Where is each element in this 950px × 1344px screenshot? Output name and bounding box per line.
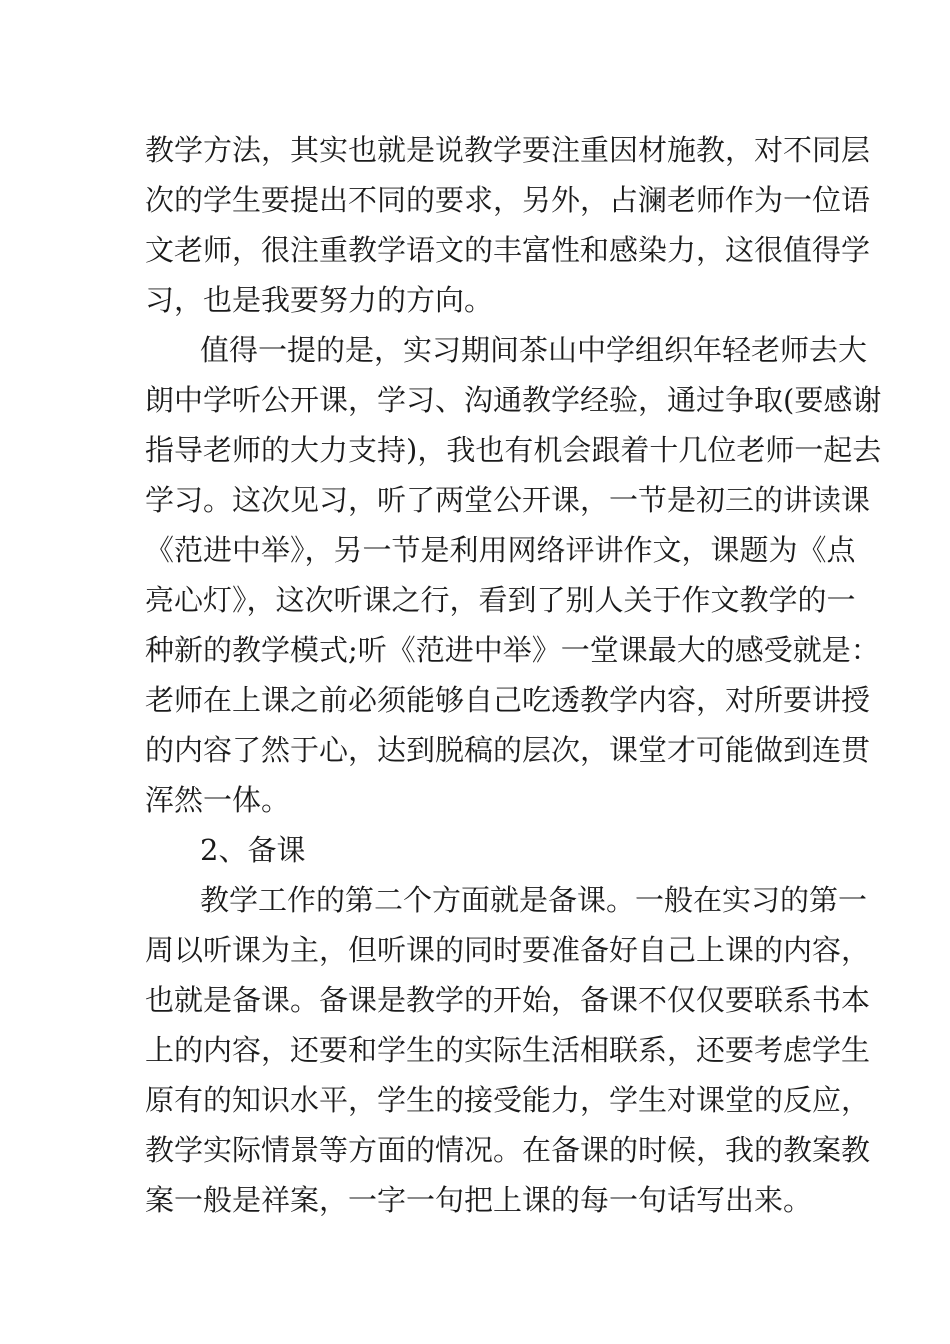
text-line: 朗中学听公开课，学习、沟通教学经验，通过争取(要感谢 — [145, 383, 882, 417]
paragraph-first-line: 教学工作的第二个方面就是备课。一般在实习的第一 — [200, 883, 868, 917]
text-line: 老师在上课之前必须能够自己吃透教学内容，对所要讲授 — [145, 683, 871, 717]
text-line: 教学实际情景等方面的情况。在备课的时候，我的教案教 — [145, 1133, 871, 1167]
text-line: 的内容了然于心，达到脱稿的层次，课堂才可能做到连贯 — [145, 733, 871, 767]
text-line: 上的内容，还要和学生的实际生活相联系，还要考虑学生 — [145, 1033, 871, 1067]
text-line: 案一般是祥案，一字一句把上课的每一句话写出来。 — [145, 1183, 813, 1217]
text-line: 次的学生要提出不同的要求，另外，占澜老师作为一位语 — [145, 183, 871, 217]
text-line: 也就是备课。备课是教学的开始，备课不仅仅要联系书本 — [145, 983, 871, 1017]
text-line: 学习。这次见习，听了两堂公开课，一节是初三的讲读课 — [145, 483, 871, 517]
text-line: 周以听课为主，但听课的同时要准备好自己上课的内容， — [145, 933, 871, 967]
text-line: 亮心灯》，这次听课之行，看到了别人关于作文教学的一 — [145, 583, 856, 617]
paragraph-first-line: 值得一提的是，实习期间茶山中学组织年轻老师去大 — [200, 333, 868, 367]
text-line: 原有的知识水平，学生的接受能力，学生对课堂的反应， — [145, 1083, 871, 1117]
text-line: 习，也是我要努力的方向。 — [145, 283, 494, 317]
text-line: 教学方法，其实也就是说教学要注重因材施教，对不同层 — [145, 133, 871, 167]
text-line: 指导老师的大力支持)，我也有机会跟着十几位老师一起去 — [145, 433, 882, 467]
text-line: 文老师，很注重教学语文的丰富性和感染力，这很值得学 — [145, 233, 871, 267]
text-line: 《范进中举》，另一节是利用网络评讲作文，课题为《点 — [145, 533, 856, 567]
section-heading: 2、备课 — [200, 833, 306, 867]
text-line: 浑然一体。 — [145, 783, 291, 817]
text-line: 种新的教学模式;听《范进中举》一堂课最大的感受就是： — [145, 633, 880, 667]
